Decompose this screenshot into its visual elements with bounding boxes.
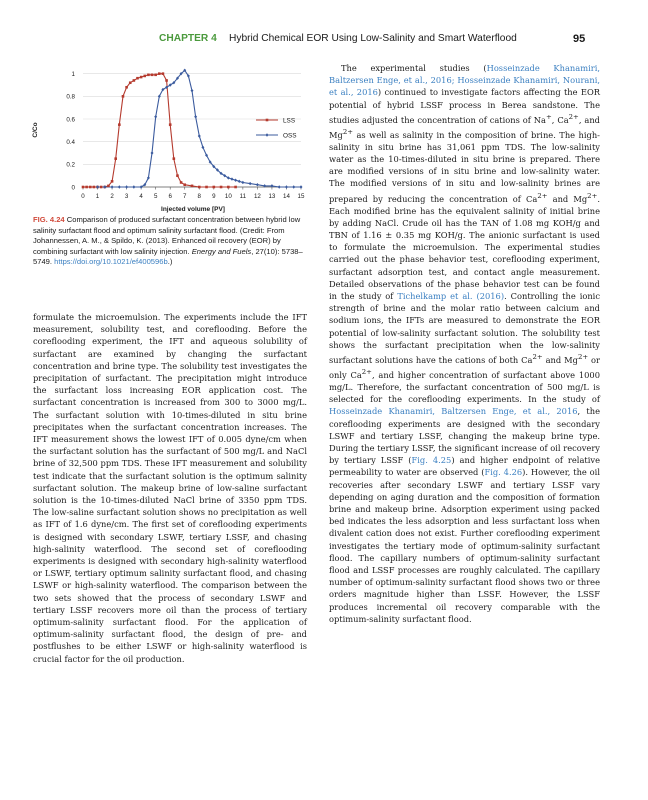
data-point-oss: [194, 115, 197, 118]
data-point-oss: [241, 181, 244, 184]
data-point-lss: [136, 77, 139, 80]
data-point-lss: [118, 123, 121, 126]
data-point-lss: [183, 183, 186, 186]
x-tick-label: 5: [153, 193, 158, 200]
superscript: 2+: [361, 367, 372, 376]
chart-y-ticks: [66, 71, 75, 191]
legend-label-lss: LSS: [283, 117, 296, 125]
text-segment: , and Mg: [329, 114, 600, 140]
data-point-oss: [111, 185, 114, 188]
caption-volume: , 27: [251, 246, 264, 256]
data-point-lss: [122, 95, 125, 98]
data-point-lss: [158, 72, 161, 75]
caption-doi-link[interactable]: https://doi.org/10.1021/ef400596b: [54, 257, 168, 267]
data-point-lss: [129, 81, 132, 84]
text-segment: ) and higher endpoint of relative permeability to water are observed (: [329, 455, 600, 478]
chart-markers: [82, 69, 303, 189]
chart-series-lines: [83, 70, 301, 187]
chapter-title: Hybrid Chemical EOR Using Low-Salinity and Smart Waterflood: [229, 33, 517, 44]
x-tick-label: 13: [268, 193, 276, 200]
x-tick-label: 1: [95, 193, 100, 200]
right-paragraph: [329, 62, 600, 625]
caption-journal: Energy and Fuels: [191, 246, 252, 256]
x-tick-label: 9: [212, 193, 216, 200]
x-tick-label: 7: [183, 193, 187, 200]
left-paragraph: formulate the microemulsion. The experiments include the IFT measurement, solubility test, and coreflooding. Before the coreflooding experiment, the IFT and aqueous solubility of surfactant are examined by changing the surfactant concentration and brine type. The solubility test investigates the precipitation of surfactant. The precipitation might introduce the surfactant loss increasing EOR application cost. The surfactant concentration is increased from 300 to 3000 mg/L. The surfactant solution with 10-times-diluted in situ brine precipitates when the surfactant concentration increases. The IFT measurement shows the lowest IFT of 0.005 dyne/cm when the surfactant solution has the surfactant of 500 mg/L and NaCl brine of 32,500 ppm TDS. These IFT measurement and solubility test indicate that the surfactant solution is the optimum salinity surfactant solution. The makeup brine of low-saline surfactant solution is the 10-times-diluted NaCl brine of 3350 ppm TDS. The low-saline surfactant solution shows no precipitation as well as IFT of 1.6 dyne/cm. The first set of coreflooding experiments is designed with secondary LSWF, tertiary LSSF, and chasing high-salinity waterflood. The second set of coreflooding experiments is designed with secondary high-salinity waterflood or LSWF, tertiary optimum salinity surfactant flood, and chasing LSWF or high-salinity waterflood. The comparison between the two sets showed that the process of secondary LSWF and tertiary LSSF recovers more oil than the process of tertiary optimum-salinity surfactant flood. For the application of optimum-salinity surfactant flood, the design of pre- and postflushes to be either LSWF or high-salinity waterflood is crucial factor for the oil production.: [33, 312, 307, 664]
x-tick-label: 15: [297, 193, 305, 200]
data-point-oss: [249, 182, 252, 185]
data-point-lss: [151, 74, 154, 77]
data-point-lss: [107, 185, 110, 188]
text-segment: or only Ca: [329, 354, 601, 380]
left-column: [33, 311, 307, 665]
x-tick-label: 12: [253, 193, 261, 200]
data-point-lss: [82, 186, 85, 189]
legend-marker-lss: [266, 119, 269, 122]
figure-label: FIG. 4.24: [33, 215, 65, 224]
x-tick-label: 10: [224, 193, 232, 200]
right-column: [329, 62, 600, 625]
text-segment: . Controlling the ionic strength of brine and the molar ratio between calcium and sodium ions, the IFTs are measured to demonstrate the EOR potential of low-salinity surfactant solution. The solubility test shows the surfactant precipitation when the low-salinity surfactant solutions have the cations of both Ca: [329, 290, 600, 365]
y-tick-label: 1: [71, 70, 75, 78]
data-point-oss: [132, 185, 135, 188]
text-segment: . Each modified brine has the equivalent salinity of initial brine by adding NaCl. Crude oil has the TAN of 1.08 mg KOH/g and TBN of 1.16 ± 0.35 mg KOH/g. The anionic surfactant is used to formulate the microemulsion. The experimental studies carried out the phase behavior test, coreflooding experiment, surfactant adsorption test, and contact angle measurement. Detailed observations of the phase behavior test can be found in the study of: [329, 193, 600, 301]
caption-text: Comparison of produced surfactant concentration between hybrid low salinity surfactant flood and optimum salinity surfactant flood. (Credit: From Johannessen, A. M., & Spildo, K. (2013). Enhanced oil recovery (EOR) by combining surfactant with low salinity injection.: [33, 215, 301, 256]
chart-legend: [256, 117, 297, 139]
chart-x-ticks: [81, 187, 305, 200]
y-tick-label: 0: [71, 184, 75, 192]
data-point-oss: [125, 185, 128, 188]
series-line-lss: [83, 74, 236, 187]
data-point-lss: [133, 79, 136, 82]
data-point-lss: [220, 186, 223, 189]
x-tick-label: 11: [239, 193, 247, 200]
text-segment: and Mg: [542, 354, 578, 365]
data-point-lss: [205, 186, 208, 189]
x-tick-label: 8: [197, 193, 201, 200]
text-segment: ). However, the oil recoveries after secondary LSWF and tertiary LSSF vary depending on aging duration and the composition of formation brine and makeup brine. Adsorption experiment using packed bed indicates the less adsorption and less surfactant loss when divalent cation does not exist. Further coreflooding experiment investigates the tertiary mode of optimum-salinity surfactant flood. The capillary numbers of optimum-salinity surfactant flood and LSSF processes are roughly calculated. The capillary number of optimum-salinity surfactant flood shows two or three orders magnitude higher than LSSF. However, the LSSF produces incremental oil recovery comparable with the optimum-salinity surfactant flood.: [329, 467, 600, 624]
citation-link-hosseinzade-baltzersen[interactable]: Hosseinzade Khanamiri, Baltzersen Enge, et al., 2016: [329, 406, 578, 417]
text-segment: , the coreflooding experiments are designed with the secondary LSWF and tertiary LSSF, changing the makeup brine type. During the tertiary LSSF, the significant increase of oil recovery by tertiary LSSF (: [329, 406, 600, 466]
x-tick-label: 3: [124, 193, 129, 200]
data-point-lss: [147, 74, 150, 77]
y-tick-label: 0.4: [66, 138, 75, 146]
data-point-oss: [154, 115, 157, 118]
y-tick-label: 0.2: [66, 161, 75, 169]
superscript: 2+: [577, 352, 589, 361]
text-segment: The experimental studies (: [341, 63, 487, 73]
data-point-lss: [143, 75, 146, 78]
data-point-oss: [278, 185, 281, 188]
x-tick-label: 6: [168, 193, 172, 200]
data-point-lss: [125, 86, 128, 89]
x-tick-label: 0: [81, 193, 85, 200]
caption-end: .): [167, 257, 173, 267]
figure-caption: [33, 215, 315, 268]
data-point-lss: [176, 174, 179, 177]
data-point-oss: [151, 151, 154, 154]
superscript: 2+: [342, 127, 353, 136]
data-point-lss: [169, 123, 172, 126]
citation-link-hosseinzade-2016[interactable]: Hosseinzade Khanamiri, Baltzersen Enge, et al., 2016; Hosseinzade Khanamiri, Nourani, et al., 2016: [329, 63, 600, 98]
y-tick-label: 0.8: [66, 93, 75, 101]
chart-canvas: [28, 62, 314, 214]
text-segment: as well as salinity in the composition of brine. The high-salinity in situ brine has 31,061 ppm TDS. The low-salinity water as the 10-times-diluted in situ brine is prepared. There are modified versions of in situ brine and low-salinity water. The modified versions of in situ and low-salinity brines are prepared by reducing the concentration of Ca: [329, 129, 600, 204]
data-point-lss: [213, 186, 216, 189]
running-header: [0, 33, 648, 51]
x-tick-label: 2: [110, 193, 114, 200]
series-line-oss: [98, 70, 302, 187]
text-segment: and Mg: [547, 193, 588, 204]
data-point-oss: [191, 89, 194, 92]
figure-link-4-26[interactable]: Fig. 4.26: [484, 467, 523, 478]
figure-link-4-25[interactable]: Fig. 4.25: [411, 455, 452, 466]
data-point-oss: [230, 177, 233, 180]
data-point-oss: [256, 183, 259, 186]
data-point-oss: [234, 179, 237, 182]
legend-label-oss: OSS: [283, 132, 297, 140]
data-point-oss: [238, 180, 241, 183]
surfactant-concentration-chart: [28, 62, 314, 214]
data-point-lss: [111, 180, 114, 183]
superscript: +: [546, 112, 552, 121]
chart-y-axis-label: C/Co: [32, 122, 39, 138]
data-point-lss: [180, 181, 183, 184]
data-point-lss: [85, 186, 88, 189]
y-tick-label: 0.6: [66, 116, 75, 124]
page-number: 95: [573, 33, 586, 45]
data-point-lss: [234, 186, 237, 189]
x-tick-label: 4: [139, 193, 143, 200]
data-point-lss: [140, 76, 143, 79]
data-point-lss: [93, 186, 96, 189]
superscript: 2+: [532, 352, 543, 361]
text-segment: , and higher concentration of surfactant above 1000 mg/L. Therefore, the surfactant concentration of 500 mg/L is selected for the coreflooding experiments. In the study of: [329, 369, 600, 405]
citation-link-tichelkamp-2016[interactable]: Tichelkamp et al. (2016): [397, 290, 505, 301]
text-segment: ) continued to investigate factors affecting the EOR potential of hybrid LSSF process in Berea sandstone. The studies adjusted the concentration of cations of Na: [329, 87, 600, 125]
data-point-lss: [227, 186, 230, 189]
data-point-oss: [118, 185, 121, 188]
superscript: 2+: [537, 191, 548, 200]
data-point-lss: [165, 79, 168, 82]
data-point-oss: [198, 134, 201, 137]
data-point-oss: [285, 185, 288, 188]
chapter-label: CHAPTER 4: [159, 33, 217, 44]
data-point-lss: [162, 72, 165, 75]
chart-x-axis-label: Injected volume [PV]: [161, 206, 225, 213]
data-point-lss: [100, 186, 103, 189]
data-point-lss: [89, 186, 92, 189]
x-tick-label: 14: [283, 193, 290, 200]
superscript: 2+: [587, 191, 598, 200]
data-point-oss: [292, 185, 295, 188]
legend-marker-oss: [266, 133, 269, 136]
superscript: 2+: [568, 112, 579, 121]
data-point-lss: [173, 157, 176, 160]
data-point-lss: [154, 74, 157, 77]
caption-issue-pages: (10): 5738–5749.: [33, 246, 303, 267]
data-point-lss: [191, 185, 194, 188]
text-segment: , Ca: [551, 114, 569, 125]
data-point-lss: [114, 157, 117, 160]
data-point-lss: [198, 186, 201, 189]
data-point-oss: [300, 185, 303, 188]
